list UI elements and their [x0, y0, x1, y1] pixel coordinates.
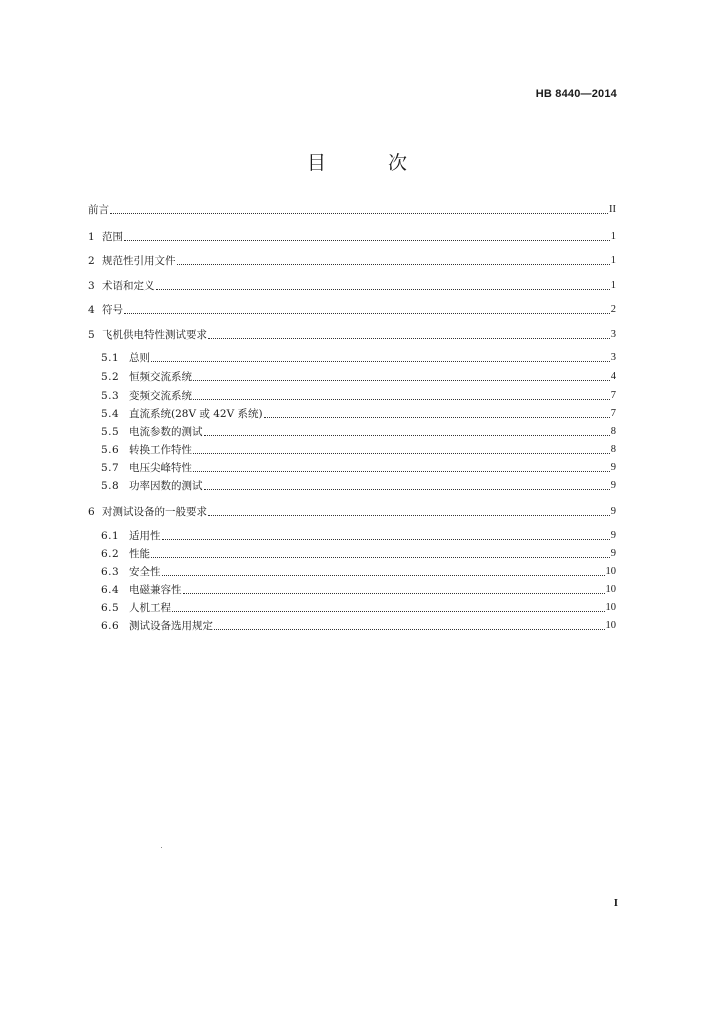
- toc-entry-page: 8: [610, 426, 616, 437]
- toc-entry-title: 对测试设备的一般要求: [102, 506, 207, 518]
- toc-entry[interactable]: [101, 425, 616, 439]
- dot-leader: [193, 453, 610, 454]
- dot-leader: [151, 557, 610, 558]
- toc-entry-number: 5.7: [101, 462, 120, 474]
- toc-entry[interactable]: [101, 547, 616, 561]
- toc-entry-title: 范围: [102, 231, 123, 243]
- dot-leader: [172, 611, 605, 612]
- toc-entry-page: 1: [610, 255, 616, 266]
- toc-entry-number: 6.6: [101, 620, 120, 632]
- toc-entry[interactable]: [101, 583, 616, 597]
- toc-entry[interactable]: [101, 407, 616, 421]
- toc-entry-title: 测试设备选用规定: [129, 620, 213, 632]
- toc-entry-number: 6.5: [101, 602, 120, 614]
- toc-entry-page: 9: [610, 506, 616, 517]
- toc-entry-number: 5.2: [101, 371, 120, 383]
- toc-entry-title: 转换工作特性: [129, 444, 192, 456]
- dot-leader: [124, 240, 610, 241]
- toc-entry-page: 1: [610, 280, 616, 291]
- toc-entry-title: 电流参数的测试: [129, 426, 203, 438]
- toc-entry[interactable]: [101, 370, 616, 384]
- toc-entry-number: 5.5: [101, 426, 120, 438]
- toc-entry-page: II: [609, 204, 616, 215]
- toc-entry[interactable]: [101, 565, 616, 579]
- toc-entry-number: 5.8: [101, 480, 120, 492]
- toc-entry-title: 适用性: [129, 530, 161, 542]
- document-code: HB 8440—2014: [535, 88, 617, 100]
- toc-entry-title: 人机工程: [129, 602, 171, 614]
- dot-leader: [156, 289, 610, 290]
- toc-entry-page: 10: [605, 566, 616, 577]
- toc-entry-title: 安全性: [129, 566, 161, 578]
- toc-entry-title: 总则: [129, 352, 150, 364]
- dot-leader: [193, 380, 610, 381]
- dot-leader: [183, 593, 605, 594]
- dot-leader: [110, 213, 608, 214]
- toc-entry-number: 5.6: [101, 444, 120, 456]
- dot-leader: [162, 575, 605, 576]
- toc-entry-title: 功率因数的测试: [129, 480, 203, 492]
- dot-leader: [264, 417, 610, 418]
- toc-entry[interactable]: [101, 619, 616, 633]
- toc-entry[interactable]: [88, 203, 616, 217]
- toc-entry-title: 恒频交流系统: [129, 371, 192, 383]
- toc-entry-number: 6.1: [101, 530, 120, 542]
- toc-entry-title: 术语和定义: [102, 280, 155, 292]
- toc-entry[interactable]: [88, 505, 616, 519]
- toc-entry[interactable]: [88, 303, 616, 317]
- toc-entry-page: 7: [610, 408, 616, 419]
- toc-entry-page: 7: [610, 390, 616, 401]
- toc-entry-number: 2: [88, 255, 95, 267]
- toc-entry-number: 6.3: [101, 566, 120, 578]
- toc-entry-title: 性能: [129, 548, 150, 560]
- toc-entry-page: 9: [610, 462, 616, 473]
- toc-entry-number: 4: [88, 304, 95, 316]
- dot-leader: [193, 471, 610, 472]
- toc-entry-title: 规范性引用文件: [102, 255, 176, 267]
- dot-leader: [208, 338, 610, 339]
- dot-leader: [162, 539, 610, 540]
- dot-leader: [124, 313, 610, 314]
- toc-entry[interactable]: [88, 279, 616, 293]
- page-number: I: [613, 897, 618, 909]
- toc-entry[interactable]: [101, 443, 616, 457]
- toc-entry-page: 4: [610, 371, 616, 382]
- toc-entry-page: 1: [610, 231, 616, 242]
- toc-entry-title: 前言: [88, 204, 109, 216]
- toc-entry-number: 3: [88, 280, 95, 292]
- toc-entry-number: 6.4: [101, 584, 120, 596]
- scan-speck: [161, 847, 162, 848]
- toc-entry[interactable]: [88, 328, 616, 342]
- toc-entry-page: 10: [605, 602, 616, 613]
- dot-leader: [214, 629, 605, 630]
- dot-leader: [151, 361, 610, 362]
- toc-entry[interactable]: [101, 461, 616, 475]
- toc-entry-page: 2: [610, 304, 616, 315]
- dot-leader: [193, 399, 610, 400]
- toc-entry-number: 5.1: [101, 352, 120, 364]
- dot-leader: [204, 435, 610, 436]
- toc-entry-number: 1: [88, 231, 95, 243]
- toc-entry-number: 6.2: [101, 548, 120, 560]
- page-title: 目 次: [306, 152, 436, 174]
- toc-entry-title: 符号: [102, 304, 123, 316]
- toc-entry[interactable]: [101, 389, 616, 403]
- toc-entry[interactable]: [101, 479, 616, 493]
- dot-leader: [208, 515, 610, 516]
- toc-entry-number: 5.3: [101, 390, 120, 402]
- toc-entry-page: 9: [610, 480, 616, 491]
- toc-entry-page: 9: [610, 530, 616, 541]
- toc-entry[interactable]: [101, 601, 616, 615]
- dot-leader: [204, 489, 610, 490]
- toc-entry[interactable]: [101, 529, 616, 543]
- toc-entry-title: 直流系统(28V 或 42V 系统): [129, 408, 263, 420]
- toc-entry-number: 5: [88, 329, 95, 341]
- toc-entry-title: 变频交流系统: [129, 390, 192, 402]
- dot-leader: [177, 264, 610, 265]
- toc-entry[interactable]: [88, 254, 616, 268]
- toc-entry-page: 9: [610, 548, 616, 559]
- toc-entry-title: 飞机供电特性测试要求: [102, 329, 207, 341]
- toc-entry[interactable]: [101, 351, 616, 365]
- toc-entry-number: 6: [88, 506, 95, 518]
- toc-entry[interactable]: [88, 230, 616, 244]
- toc-entry-page: 3: [610, 352, 616, 363]
- toc-entry-title: 电压尖峰特性: [129, 462, 192, 474]
- toc-entry-page: 3: [610, 329, 616, 340]
- toc-entry-page: 10: [605, 620, 616, 631]
- toc-entry-number: 5.4: [101, 408, 120, 420]
- toc-entry-page: 8: [610, 444, 616, 455]
- toc-entry-title: 电磁兼容性: [129, 584, 182, 596]
- toc-entry-page: 10: [605, 584, 616, 595]
